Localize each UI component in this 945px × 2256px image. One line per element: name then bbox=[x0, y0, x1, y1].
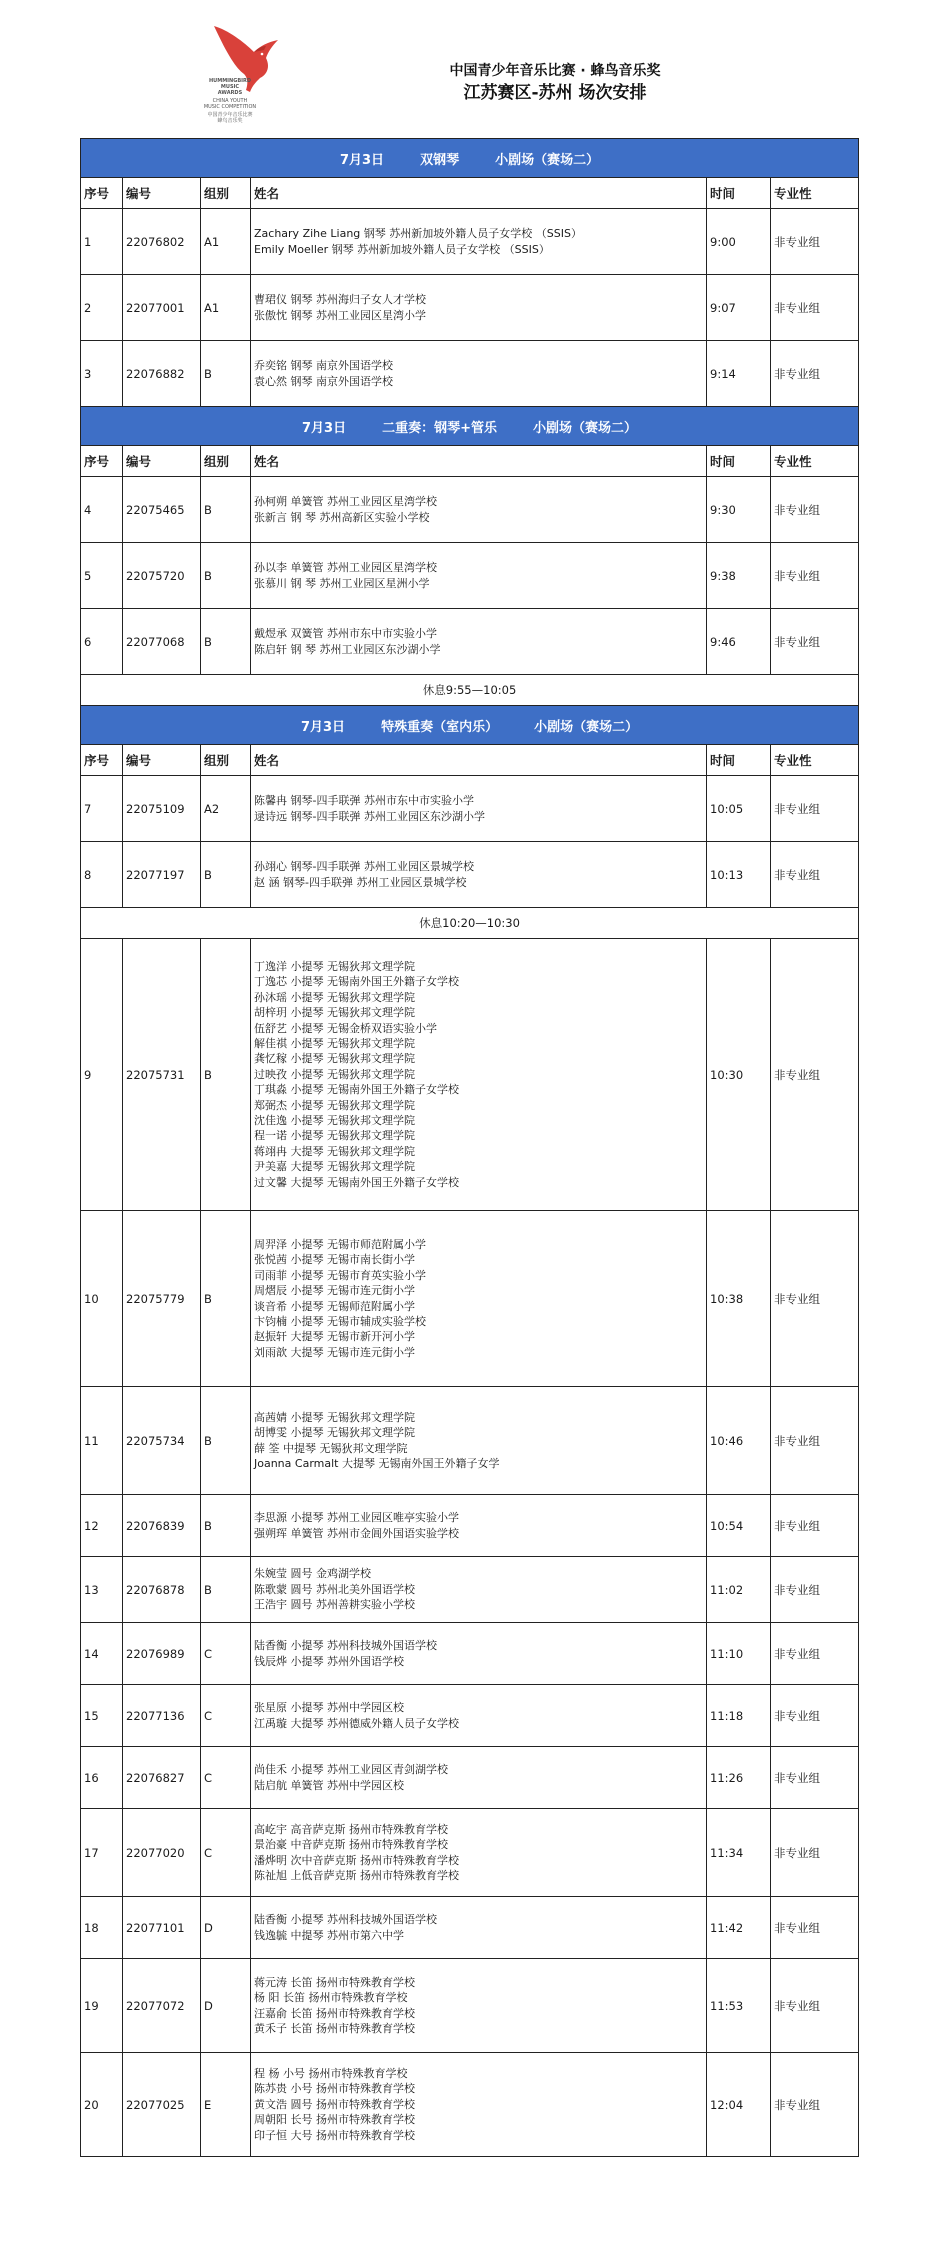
performer-line: 陆香衡 小提琴 苏州科技城外国语学校 bbox=[254, 1913, 437, 1927]
performer-line: 孙沐瑶 小提琴 无锡狄邦文理学院 bbox=[254, 990, 415, 1004]
entry-time: 10:30 bbox=[707, 939, 771, 1211]
logo-text-3: AWARDS bbox=[217, 90, 243, 96]
col-group-header: 组别 bbox=[201, 178, 251, 209]
performer-line: 尹美嘉 大提琴 无锡狄邦文理学院 bbox=[254, 1160, 415, 1174]
entry-time: 9:07 bbox=[707, 275, 771, 341]
col-id-header: 编号 bbox=[123, 446, 201, 477]
row-number: 14 bbox=[81, 1623, 123, 1685]
performers-cell bbox=[251, 939, 707, 1211]
table-row bbox=[81, 1211, 859, 1387]
col-id-header: 编号 bbox=[123, 178, 201, 209]
section-date: 7月3日 bbox=[339, 152, 385, 168]
entry-id: 22075109 bbox=[123, 776, 201, 842]
entry-category: 非专业组 bbox=[771, 1211, 859, 1387]
row-number: 8 bbox=[81, 842, 123, 908]
table-row bbox=[81, 1809, 859, 1897]
section-event: 特殊重奏（室内乐） bbox=[381, 719, 499, 735]
performer-line: 龚忆稼 小提琴 无锡狄邦文理学院 bbox=[254, 1052, 415, 1066]
performers-cell bbox=[251, 477, 707, 543]
performer-line: 胡梓玥 小提琴 无锡狄邦文理学院 bbox=[254, 1006, 415, 1020]
performers-cell bbox=[251, 1809, 707, 1897]
section-venue: 小剧场（赛场二） bbox=[495, 152, 600, 168]
col-category-header: 专业性 bbox=[771, 178, 859, 209]
performer-line: 陈启轩 钢 琴 苏州工业园区东沙湖小学 bbox=[254, 642, 441, 656]
entry-group: B bbox=[201, 1387, 251, 1495]
entry-id: 22076989 bbox=[123, 1623, 201, 1685]
entry-group: B bbox=[201, 609, 251, 675]
table-row bbox=[81, 477, 859, 543]
entry-time: 11:18 bbox=[707, 1685, 771, 1747]
section-header bbox=[81, 706, 859, 745]
performer-line: 过映孜 小提琴 无锡狄邦文理学院 bbox=[254, 1067, 415, 1081]
performer-line: Emily Moeller 钢琴 苏州新加坡外籍人员子女学校 （SSIS） bbox=[254, 242, 550, 256]
performer-line: 张慕川 钢 琴 苏州工业园区星洲小学 bbox=[254, 576, 430, 590]
schedule-table bbox=[80, 138, 859, 2157]
performers-cell bbox=[251, 1211, 707, 1387]
section-header bbox=[81, 407, 859, 446]
row-number: 20 bbox=[81, 2053, 123, 2157]
performer-line: 陆启航 单簧管 苏州中学园区校 bbox=[254, 1778, 404, 1792]
column-header-row bbox=[81, 745, 859, 776]
table-row bbox=[81, 1557, 859, 1623]
row-number: 1 bbox=[81, 209, 123, 275]
row-number: 5 bbox=[81, 543, 123, 609]
entry-category: 非专业组 bbox=[771, 1747, 859, 1809]
performer-line: 陈苏贵 小号 扬州市特殊教育学校 bbox=[254, 2082, 415, 2096]
row-number: 10 bbox=[81, 1211, 123, 1387]
entry-time: 9:46 bbox=[707, 609, 771, 675]
performer-line: 陆香衡 小提琴 苏州科技城外国语学校 bbox=[254, 1639, 437, 1653]
entry-id: 22075779 bbox=[123, 1211, 201, 1387]
performer-line: 沈佳逸 小提琴 无锡狄邦文理学院 bbox=[254, 1114, 415, 1128]
entry-time: 11:53 bbox=[707, 1959, 771, 2053]
performers-cell bbox=[251, 609, 707, 675]
entry-id: 22077020 bbox=[123, 1809, 201, 1897]
entry-category: 非专业组 bbox=[771, 2053, 859, 2157]
performer-line: 曹珺仪 钢琴 苏州海归子女人才学校 bbox=[254, 293, 426, 307]
section-venue: 小剧场（赛场二） bbox=[534, 719, 639, 735]
performers-cell bbox=[251, 2053, 707, 2157]
performer-line: 高屹宇 高音萨克斯 扬州市特殊教育学校 bbox=[254, 1822, 448, 1836]
section-date: 7月3日 bbox=[302, 420, 347, 436]
performer-line: 解佳祺 小提琴 无锡狄邦文理学院 bbox=[254, 1036, 415, 1050]
performers-cell bbox=[251, 543, 707, 609]
performer-line: 薛 筌 中提琴 无锡狄邦文理学院 bbox=[254, 1441, 408, 1455]
performer-line: 孙以李 单簧管 苏州工业园区星湾学校 bbox=[254, 561, 437, 575]
row-number: 4 bbox=[81, 477, 123, 543]
performer-line: 尚佳禾 小提琴 苏州工业园区青剑湖学校 bbox=[254, 1763, 448, 1777]
row-number: 12 bbox=[81, 1495, 123, 1557]
entry-category: 非专业组 bbox=[771, 1809, 859, 1897]
performer-line: 陈祉旭 上低音萨克斯 扬州市特殊教育学校 bbox=[254, 1868, 459, 1882]
entry-category: 非专业组 bbox=[771, 939, 859, 1211]
row-number: 18 bbox=[81, 1897, 123, 1959]
entry-group: B bbox=[201, 543, 251, 609]
performer-line: 戴煜承 双簧管 苏州市东中市实验小学 bbox=[254, 627, 437, 641]
performer-line: 陈歌蒙 圆号 苏州北美外国语学校 bbox=[254, 1582, 415, 1596]
entry-group: B bbox=[201, 1495, 251, 1557]
row-number: 9 bbox=[81, 939, 123, 1211]
entry-time: 10:46 bbox=[707, 1387, 771, 1495]
break-row bbox=[81, 675, 859, 706]
performer-line: 朱婉莹 圆号 金鸡湖学校 bbox=[254, 1567, 371, 1581]
row-number: 3 bbox=[81, 341, 123, 407]
row-number: 2 bbox=[81, 275, 123, 341]
logo-text-4: CHINA YOUTH bbox=[212, 98, 248, 104]
entry-group: C bbox=[201, 1685, 251, 1747]
performer-line: 孙翊心 钢琴-四手联弹 苏州工业园区景城学校 bbox=[254, 860, 474, 874]
entry-category: 非专业组 bbox=[771, 1495, 859, 1557]
entry-category: 非专业组 bbox=[771, 1959, 859, 2053]
col-no-header: 序号 bbox=[81, 446, 123, 477]
document-title: 中国青少年音乐比赛 · 蜂鸟音乐奖 bbox=[449, 63, 661, 79]
entry-category: 非专业组 bbox=[771, 1557, 859, 1623]
col-name-header: 姓名 bbox=[251, 178, 707, 209]
entry-group: B bbox=[201, 341, 251, 407]
entry-id: 22075734 bbox=[123, 1387, 201, 1495]
performers-cell bbox=[251, 1747, 707, 1809]
performer-line: 谈音希 小提琴 无锡师范附属小学 bbox=[254, 1299, 415, 1313]
performer-line: 司雨菲 小提琴 无锡市育英实验小学 bbox=[254, 1268, 426, 1282]
entry-time: 11:42 bbox=[707, 1897, 771, 1959]
performer-line: 黄禾子 长笛 扬州市特殊教育学校 bbox=[254, 2021, 415, 2035]
logo-text-7: 蜂鸟音乐奖 bbox=[217, 118, 243, 124]
row-number: 13 bbox=[81, 1557, 123, 1623]
performer-line: 李思源 小提琴 苏州工业园区唯亭实验小学 bbox=[254, 1511, 459, 1525]
performer-line: 杨 阳 长笛 扬州市特殊教育学校 bbox=[254, 1991, 408, 2005]
performer-line: 丁琪淼 小提琴 无锡南外国王外籍子女学校 bbox=[254, 1083, 459, 1097]
page-bottom bbox=[0, 2238, 945, 2256]
table-row bbox=[81, 543, 859, 609]
table-row bbox=[81, 1623, 859, 1685]
entry-category: 非专业组 bbox=[771, 609, 859, 675]
entry-group: E bbox=[201, 2053, 251, 2157]
table-row bbox=[81, 776, 859, 842]
entry-group: C bbox=[201, 1623, 251, 1685]
performers-cell bbox=[251, 1495, 707, 1557]
entry-time: 12:04 bbox=[707, 2053, 771, 2157]
performer-line: 钱辰烨 小提琴 苏州外国语学校 bbox=[254, 1654, 404, 1668]
col-time-header: 时间 bbox=[707, 446, 771, 477]
entry-category: 非专业组 bbox=[771, 341, 859, 407]
entry-group: D bbox=[201, 1897, 251, 1959]
entry-time: 11:10 bbox=[707, 1623, 771, 1685]
table-row bbox=[81, 1495, 859, 1557]
col-name-header: 姓名 bbox=[251, 446, 707, 477]
entry-id: 22075720 bbox=[123, 543, 201, 609]
hummingbird-logo bbox=[200, 16, 290, 134]
performer-line: 乔奕铭 钢琴 南京外国语学校 bbox=[254, 359, 393, 373]
table-row bbox=[81, 275, 859, 341]
table-row bbox=[81, 1959, 859, 2053]
table-row bbox=[81, 1685, 859, 1747]
performer-line: 赵振轩 大提琴 无锡市新开河小学 bbox=[254, 1330, 415, 1344]
row-number: 17 bbox=[81, 1809, 123, 1897]
row-number: 19 bbox=[81, 1959, 123, 2053]
performer-line: 孙柯朔 单簧管 苏州工业园区星湾学校 bbox=[254, 495, 437, 509]
performer-line: 高茜婧 小提琴 无锡狄邦文理学院 bbox=[254, 1410, 415, 1424]
performer-line: 丁逸洋 小提琴 无锡狄邦文理学院 bbox=[254, 959, 415, 973]
col-group-header: 组别 bbox=[201, 745, 251, 776]
break-row bbox=[81, 908, 859, 939]
document-subtitle: 江苏赛区-苏州 场次安排 bbox=[463, 83, 647, 103]
entry-group: B bbox=[201, 939, 251, 1211]
performer-line: Zachary Zihe Liang 钢琴 苏州新加坡外籍人员子女学校 （SSIS） bbox=[254, 227, 582, 241]
page-header bbox=[0, 0, 945, 138]
entry-id: 22077068 bbox=[123, 609, 201, 675]
col-time-header: 时间 bbox=[707, 745, 771, 776]
entry-category: 非专业组 bbox=[771, 1623, 859, 1685]
entry-group: A2 bbox=[201, 776, 251, 842]
performer-line: 汪嘉俞 长笛 扬州市特殊教育学校 bbox=[254, 2006, 415, 2020]
performers-cell bbox=[251, 275, 707, 341]
col-category-header: 专业性 bbox=[771, 745, 859, 776]
entry-group: B bbox=[201, 477, 251, 543]
section-header-cell bbox=[81, 407, 859, 446]
col-no-header: 序号 bbox=[81, 178, 123, 209]
performers-cell bbox=[251, 341, 707, 407]
entry-category: 非专业组 bbox=[771, 543, 859, 609]
performer-line: 周熠辰 小提琴 无锡市连元街小学 bbox=[254, 1284, 415, 1298]
performer-line: 张新言 钢 琴 苏州高新区实验小学校 bbox=[254, 510, 430, 524]
performer-line: 江禹璇 大提琴 苏州德威外籍人员子女学校 bbox=[254, 1716, 459, 1730]
entry-id: 22076839 bbox=[123, 1495, 201, 1557]
performer-line: 胡博雯 小提琴 无锡狄邦文理学院 bbox=[254, 1426, 415, 1440]
col-category-header: 专业性 bbox=[771, 446, 859, 477]
col-no-header: 序号 bbox=[81, 745, 123, 776]
entry-id: 22077101 bbox=[123, 1897, 201, 1959]
logo-text-5: MUSIC COMPETITION bbox=[203, 104, 257, 110]
col-group-header: 组别 bbox=[201, 446, 251, 477]
section-header-cell bbox=[81, 139, 859, 178]
entry-time: 10:05 bbox=[707, 776, 771, 842]
table-row bbox=[81, 1387, 859, 1495]
entry-time: 9:38 bbox=[707, 543, 771, 609]
entry-id: 22077197 bbox=[123, 842, 201, 908]
table-row bbox=[81, 1747, 859, 1809]
entry-time: 11:26 bbox=[707, 1747, 771, 1809]
performer-line: 赵 涵 钢琴-四手联弹 苏州工业园区景城学校 bbox=[254, 875, 467, 889]
entry-id: 22075731 bbox=[123, 939, 201, 1211]
table-row bbox=[81, 939, 859, 1211]
performer-line: 潘烨明 次中音萨克斯 扬州市特殊教育学校 bbox=[254, 1853, 459, 1867]
col-id-header: 编号 bbox=[123, 745, 201, 776]
performer-line: 蒋翊冉 大提琴 无锡狄邦文理学院 bbox=[254, 1144, 415, 1158]
performer-line: 过文馨 大提琴 无锡南外国王外籍子女学校 bbox=[254, 1175, 459, 1189]
entry-category: 非专业组 bbox=[771, 776, 859, 842]
entry-time: 11:34 bbox=[707, 1809, 771, 1897]
performers-cell bbox=[251, 1557, 707, 1623]
performer-line: 程 杨 小号 扬州市特殊教育学校 bbox=[254, 2066, 408, 2080]
col-time-header: 时间 bbox=[707, 178, 771, 209]
performer-line: 刘雨歆 大提琴 无锡市连元街小学 bbox=[254, 1345, 415, 1359]
performer-line: 蒋元涛 长笛 扬州市特殊教育学校 bbox=[254, 1975, 415, 1989]
performer-line: 程一诺 小提琴 无锡狄邦文理学院 bbox=[254, 1129, 415, 1143]
performers-cell bbox=[251, 1623, 707, 1685]
entry-category: 非专业组 bbox=[771, 1387, 859, 1495]
entry-time: 10:13 bbox=[707, 842, 771, 908]
entry-id: 22076882 bbox=[123, 341, 201, 407]
performer-line: 强朔珲 单簧管 苏州市金阊外国语实验学校 bbox=[254, 1526, 459, 1540]
performer-line: 陈馨冉 钢琴-四手联弹 苏州市东中市实验小学 bbox=[254, 794, 474, 808]
performers-cell bbox=[251, 209, 707, 275]
entry-group: A1 bbox=[201, 209, 251, 275]
entry-category: 非专业组 bbox=[771, 1897, 859, 1959]
entry-time: 9:30 bbox=[707, 477, 771, 543]
performer-line: 伍舒艺 小提琴 无锡金桥双语实验小学 bbox=[254, 1021, 437, 1035]
entry-group: B bbox=[201, 1557, 251, 1623]
section-header-cell bbox=[81, 706, 859, 745]
table-row bbox=[81, 209, 859, 275]
entry-category: 非专业组 bbox=[771, 209, 859, 275]
entry-category: 非专业组 bbox=[771, 1685, 859, 1747]
performer-line: 张傲忱 钢琴 苏州工业园区星湾小学 bbox=[254, 308, 426, 322]
table-row bbox=[81, 2053, 859, 2157]
performer-line: 周羿泽 小提琴 无锡市师范附属小学 bbox=[254, 1237, 426, 1251]
logo-text-6: 中国青少年音乐比赛 bbox=[207, 112, 253, 118]
entry-category: 非专业组 bbox=[771, 842, 859, 908]
entry-category: 非专业组 bbox=[771, 275, 859, 341]
logo-text-2: MUSIC bbox=[220, 84, 240, 90]
entry-id: 22077136 bbox=[123, 1685, 201, 1747]
column-header-row bbox=[81, 446, 859, 477]
entry-group: C bbox=[201, 1809, 251, 1897]
row-number: 16 bbox=[81, 1747, 123, 1809]
table-row bbox=[81, 1897, 859, 1959]
performers-cell bbox=[251, 842, 707, 908]
logo-text-1: HUMMINGBIRD bbox=[208, 78, 252, 84]
col-name-header: 姓名 bbox=[251, 745, 707, 776]
entry-id: 22075465 bbox=[123, 477, 201, 543]
section-event: 二重奏：钢琴+管乐 bbox=[382, 420, 498, 436]
performer-line: 逯诗远 钢琴-四手联弹 苏州工业园区东沙湖小学 bbox=[254, 809, 485, 823]
section-header bbox=[81, 139, 859, 178]
entry-group: B bbox=[201, 1211, 251, 1387]
entry-id: 22076827 bbox=[123, 1747, 201, 1809]
performers-cell bbox=[251, 776, 707, 842]
table-row bbox=[81, 341, 859, 407]
entry-category: 非专业组 bbox=[771, 477, 859, 543]
performers-cell bbox=[251, 1685, 707, 1747]
performer-line: 张星原 小提琴 苏州中学园区校 bbox=[254, 1701, 404, 1715]
row-number: 7 bbox=[81, 776, 123, 842]
entry-id: 22076878 bbox=[123, 1557, 201, 1623]
column-header-row bbox=[81, 178, 859, 209]
entry-time: 10:54 bbox=[707, 1495, 771, 1557]
performers-cell bbox=[251, 1959, 707, 2053]
table-row bbox=[81, 842, 859, 908]
break-time: 休息10:20—10:30 bbox=[81, 908, 859, 939]
performer-line: 张悦茜 小提琴 无锡市南长街小学 bbox=[254, 1253, 415, 1267]
entry-group: A1 bbox=[201, 275, 251, 341]
performers-cell bbox=[251, 1387, 707, 1495]
entry-group: D bbox=[201, 1959, 251, 2053]
row-number: 15 bbox=[81, 1685, 123, 1747]
entry-id: 22077001 bbox=[123, 275, 201, 341]
section-event: 双钢琴 bbox=[420, 152, 460, 168]
row-number: 6 bbox=[81, 609, 123, 675]
performer-line: 袁心然 钢琴 南京外国语学校 bbox=[254, 374, 393, 388]
performers-cell bbox=[251, 1897, 707, 1959]
entry-group: B bbox=[201, 842, 251, 908]
entry-group: C bbox=[201, 1747, 251, 1809]
performer-line: 郑弼杰 小提琴 无锡狄邦文理学院 bbox=[254, 1098, 415, 1112]
performer-line: 王浩宇 圆号 苏州善耕实验小学校 bbox=[254, 1598, 415, 1612]
performer-line: 卞钧楠 小提琴 无锡市辅成实验学校 bbox=[254, 1314, 426, 1328]
performer-line: 周朝阳 长号 扬州市特殊教育学校 bbox=[254, 2113, 415, 2127]
performer-line: 印子恒 大号 扬州市特殊教育学校 bbox=[254, 2128, 415, 2142]
entry-time: 9:00 bbox=[707, 209, 771, 275]
table-row bbox=[81, 609, 859, 675]
entry-id: 22076802 bbox=[123, 209, 201, 275]
row-number: 11 bbox=[81, 1387, 123, 1495]
performer-line: 黄文浩 圆号 扬州市特殊教育学校 bbox=[254, 2097, 415, 2111]
entry-time: 11:02 bbox=[707, 1557, 771, 1623]
section-venue: 小剧场（赛场二） bbox=[533, 420, 638, 436]
performer-line: 钱逸毓 中提琴 苏州市第六中学 bbox=[254, 1928, 404, 1942]
performer-line: 景治豪 中音萨克斯 扬州市特殊教育学校 bbox=[254, 1838, 448, 1852]
break-time: 休息9:55—10:05 bbox=[81, 675, 859, 706]
entry-time: 9:14 bbox=[707, 341, 771, 407]
entry-id: 22077072 bbox=[123, 1959, 201, 2053]
performer-line: Joanna Carmalt 大提琴 无锡南外国王外籍子女学 bbox=[254, 1456, 500, 1470]
entry-id: 22077025 bbox=[123, 2053, 201, 2157]
entry-time: 10:38 bbox=[707, 1211, 771, 1387]
section-date: 7月3日 bbox=[300, 719, 346, 735]
performer-line: 丁逸芯 小提琴 无锡南外国王外籍子女学校 bbox=[254, 975, 459, 989]
